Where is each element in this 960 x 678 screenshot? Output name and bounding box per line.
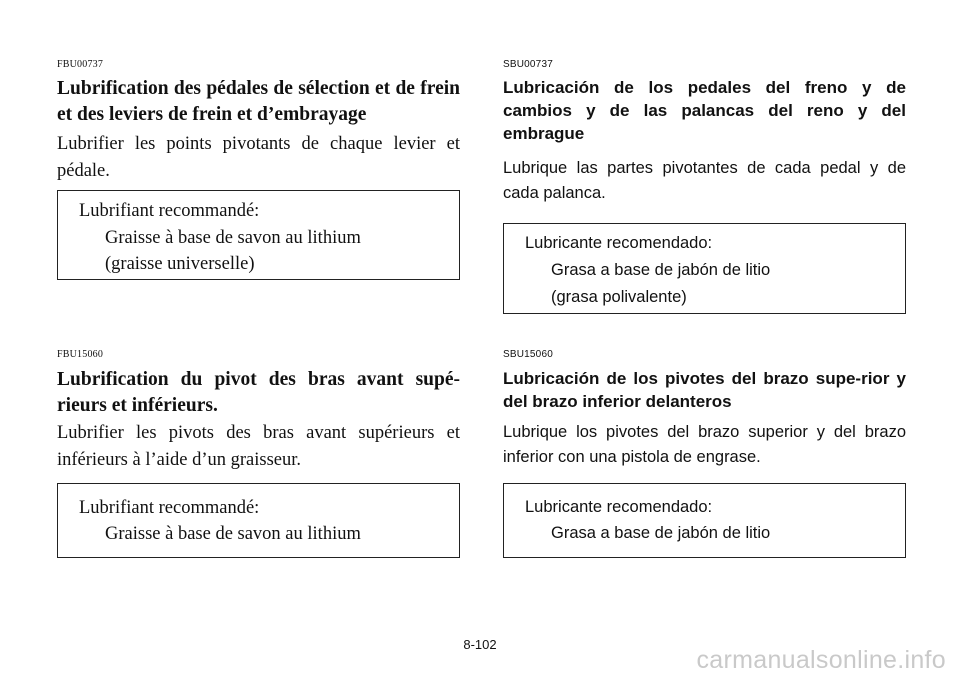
section-body: Lubrifier les points pivotants de chaque levier et pédale. [57, 134, 460, 181]
section-code: FBU15060 [57, 349, 104, 360]
section-code: SBU00737 [503, 59, 553, 70]
box-line: (graisse universelle) [105, 254, 255, 274]
box-label: Lubrifiant recommandé: [79, 498, 260, 518]
section-heading: Lubricación de los pedales del freno y de cambios y de las palancas del reno y del embrague [503, 78, 906, 143]
recommended-lubricant-box [57, 190, 460, 280]
section-body: Lubrifier les pivots des bras avant supérieurs et inférieurs à l’aide d’un graisseur. [57, 423, 460, 470]
section-heading: Lubrification des pédales de sélection et de frein et des leviers de frein et d’embrayage [57, 78, 460, 125]
box-line: Graisse à base de savon au lithium [105, 228, 361, 248]
watermark-text: carmanualsonline.info [696, 646, 946, 674]
section-heading: Lubricación de los pivotes del brazo supe-rior y del brazo inferior delanteros [503, 369, 906, 411]
section-body: Lubrique las partes pivotantes de cada pedal y de cada palanca. [503, 159, 906, 202]
section-body: Lubrique los pivotes del brazo superior y del brazo inferior con una pistola de engrase. [503, 423, 906, 466]
recommended-lubricant-box [57, 483, 460, 558]
box-line: (grasa polivalente) [551, 288, 687, 306]
section-code: FBU00737 [57, 59, 104, 70]
box-line: Grasa a base de jabón de litio [551, 261, 771, 279]
page-number: 8-102 [463, 637, 497, 652]
recommended-lubricant-box [503, 223, 906, 314]
box-label: Lubrifiant recommandé: [79, 201, 260, 221]
box-label: Lubricante recomendado: [525, 234, 713, 252]
box-line: Grasa a base de jabón de litio [551, 524, 771, 542]
section-code: SBU15060 [503, 349, 553, 360]
box-line: Graisse à base de savon au lithium [105, 524, 361, 544]
recommended-lubricant-box [503, 483, 906, 558]
box-label: Lubricante recomendado: [525, 498, 713, 516]
section-heading: Lubrification du pivot des bras avant supé-rieurs et inférieurs. [57, 369, 460, 416]
